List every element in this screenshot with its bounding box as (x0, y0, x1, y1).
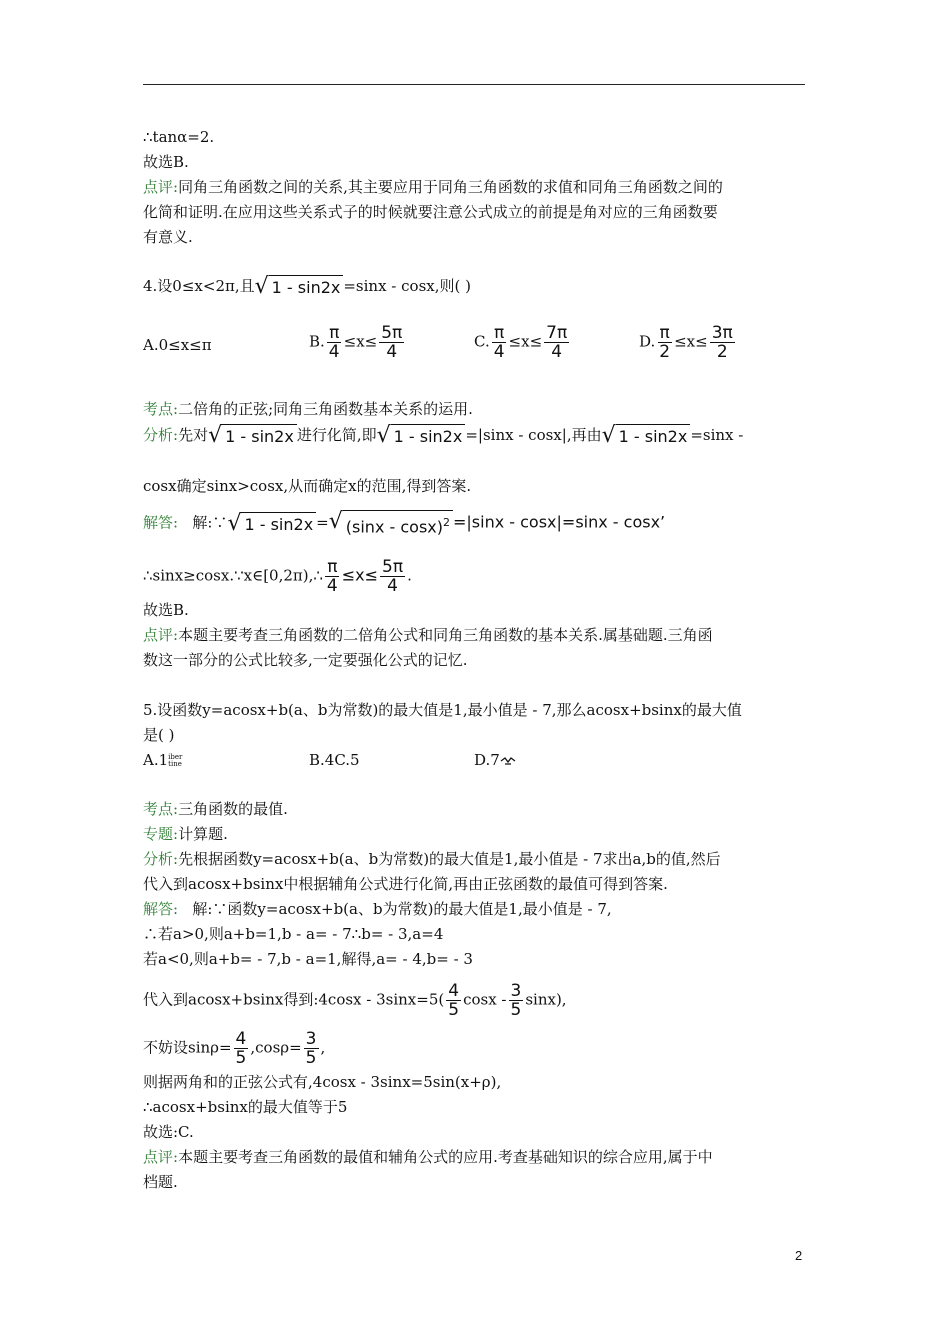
q3-line2: 故选B. (143, 153, 189, 171)
fraction: $\frac{\pi}{2}$ (659, 323, 671, 362)
q4-option-d: D. $\frac{\pi}{2}$ ≤x≤ $\frac{3\pi}{2}$ (639, 323, 733, 362)
sqrt-expression: √ 1 - sin2x (255, 275, 344, 299)
fraction: $\frac{\pi}{4}$ (328, 323, 340, 362)
q5-jieda-7: ∴acosx+bsinx的最大值等于5 (143, 1098, 348, 1116)
fraction: $\frac{4}{5}$ (448, 981, 460, 1020)
q5-dianping-2: 档题. (143, 1173, 178, 1191)
q5-stem-2: 是( ) (143, 726, 175, 744)
header-rule (143, 84, 805, 85)
q4-dianping-1: 点评:本题主要考查三角函数的二倍角公式和同角三角函数的基本关系.属基础题.三角函 (143, 626, 713, 644)
fraction: $\frac{5\pi}{4}$ (382, 557, 404, 596)
q3-comment-3: 有意义. (143, 228, 193, 246)
fraction: $\frac{\pi}{4}$ (493, 323, 505, 362)
q4-dianping-2: 数这一部分的公式比较多,一定要强化公式的记忆. (143, 651, 468, 669)
q5-jieda-5: 不妨设sinρ= $\frac{4}{5}$ ,cosρ= $\frac{3}{5}$ , (143, 1029, 326, 1068)
q4-kaodian: 考点:二倍角的正弦;同角三角函数基本关系的运用. (143, 400, 473, 418)
fraction: $\frac{3\pi}{2}$ (711, 323, 733, 362)
fraction: $\frac{7\pi}{4}$ (546, 323, 568, 362)
fraction: $\frac{\pi}{4}$ (326, 557, 338, 596)
sqrt-expression: √ (sinx - cosx)$^2$ (329, 510, 453, 537)
q3-line1: ∴tanα=2. (143, 128, 215, 146)
q5-zhuanti: 专题:计算题. (143, 825, 228, 843)
q5-jieda-8: 故选:C. (143, 1123, 194, 1141)
q4-jieda: 解答: 解:∵ √ 1 - sin2x = √ (sinx - cosx)$^2$ =|sinx - cosx|=sinx - cosx’ (143, 509, 666, 537)
garbled-glyph: iber tine (168, 753, 183, 768)
q4-fenxi-2: cosx确定sinx>cosx,从而确定x的范围,得到答案. (143, 477, 472, 495)
q5-jieda-1: 解答: 解:∵函数y=acosx+b(a、b为常数)的最大值是1,最小值是 - 7, (143, 900, 612, 918)
q5-option-a: A.1iber tine (143, 751, 183, 769)
q5-fenxi-1: 分析:先根据函数y=acosx+b(a、b为常数)的最大值是1,最小值是 - 7求出a,b的值,然后 (143, 850, 721, 868)
q5-stem-1: 5.设函数y=acosx+b(a、b为常数)的最大值是1,最小值是 - 7,那么acosx+bsinx的最大值 (143, 701, 742, 719)
q4-stem-pre: 4.设0≤x<2π,且 (143, 277, 255, 295)
comment-tag: 点评: (143, 178, 179, 196)
q4-option-b: B. $\frac{\pi}{4}$ ≤x≤ $\frac{5\pi}{4}$ (309, 323, 403, 362)
sqrt-expression: √ 1 - sin2x (602, 424, 691, 448)
fraction: $\frac{3}{5}$ (305, 1029, 317, 1068)
q5-jieda-3: 若a<0,则a+b= - 7,b - a=1,解得,a= - 4,b= - 3 (143, 950, 473, 968)
q4-option-c: C. $\frac{\pi}{4}$ ≤x≤ $\frac{7\pi}{4}$ (474, 323, 568, 362)
q5-jieda-2: ∴若a>0,则a+b=1,b - a= - 7∴b= - 3,a=4 (143, 925, 444, 943)
fraction: $\frac{3}{5}$ (510, 981, 522, 1020)
q4-line-a: ∴sinx≥cosx.∵x∈[0,2π),∴ $\frac{\pi}{4}$ ≤x≤ $\frac{5\pi}{4}$ . (143, 557, 412, 596)
q5-kaodian: 考点:三角函数的最值. (143, 800, 288, 818)
q5-option-d: D.7 (474, 749, 516, 771)
q3-comment-2: 化简和证明.在应用这些关系式子的时候就要注意公式成立的前提是角对应的三角函数要 (143, 203, 718, 221)
q4-stem (143, 275, 471, 299)
q3-comment-1 (143, 176, 723, 198)
page-number: 2 (795, 1248, 803, 1263)
q5-jieda-4: 代入到acosx+bsinx得到:4cosx - 3sinx=5( $\frac{4}{5}$ cosx - $\frac{3}{5}$ sinx), (143, 981, 567, 1020)
q5-dianping-1: 点评:本题主要考查三角函数的最值和辅角公式的应用.考查基础知识的综合应用,属于中 (143, 1148, 713, 1166)
q5-option-bc: B.4C.5 (309, 751, 360, 769)
q4-stem-post: =sinx - cosx,则( ) (343, 277, 471, 295)
sqrt-expression: √ 1 - sin2x (208, 424, 297, 448)
sqrt-expression: √ 1 - sin2x (227, 512, 316, 536)
q4-fenxi-1: 分析:先对 √ 1 - sin2x 进行化简,即 √ 1 - sin2x =|sinx - cosx|,再由 √ 1 - sin2x =sinx - (143, 423, 744, 448)
q5-fenxi-2: 代入到acosx+bsinx中根据辅角公式进行化简,再由正弦函数的最值可得到答案. (143, 875, 668, 893)
fraction: $\frac{4}{5}$ (235, 1029, 247, 1068)
comment-text: 同角三角函数之间的关系,其主要应用于同角三角函数的求值和同角三角函数之间的 (178, 178, 723, 196)
garbled-glyph-icon (500, 755, 516, 767)
q5-jieda-6: 则据两角和的正弦公式有,4cosx - 3sinx=5sin(x+ρ), (143, 1073, 502, 1091)
q4-guxuan: 故选B. (143, 601, 189, 619)
fraction: $\frac{5\pi}{4}$ (381, 323, 403, 362)
q4-option-a: A.0≤x≤π (143, 336, 212, 354)
sqrt-expression: √ 1 - sin2x (377, 424, 466, 448)
